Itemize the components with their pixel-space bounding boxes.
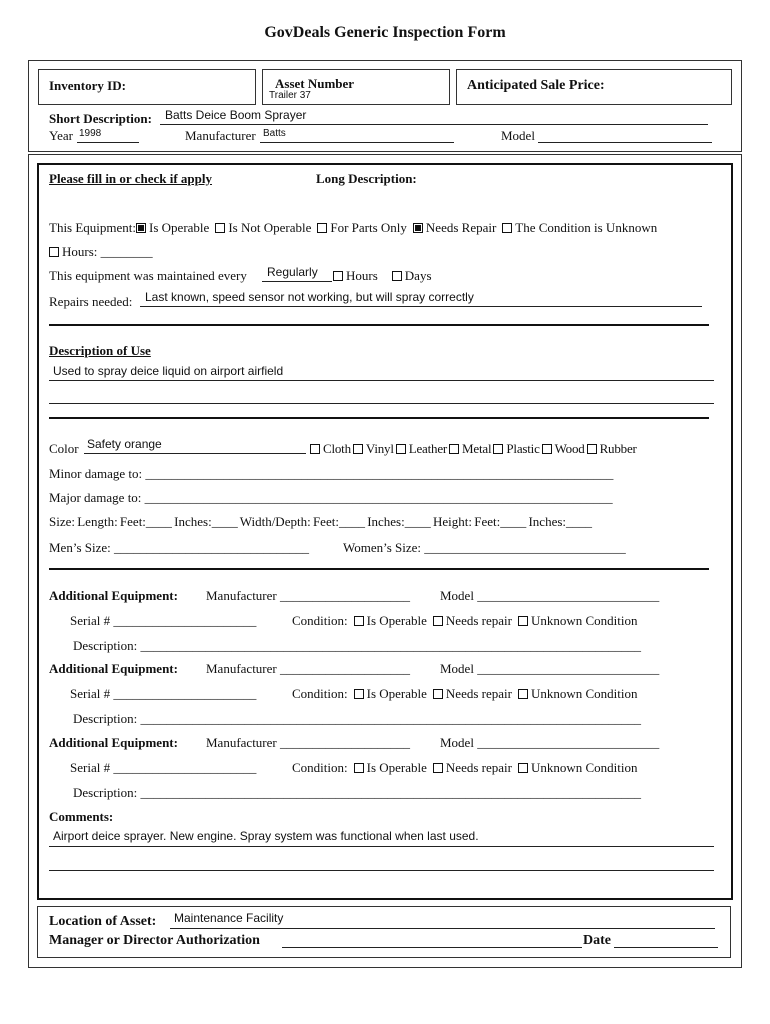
short-description-line: [160, 124, 708, 125]
metal-checkbox[interactable]: [449, 444, 459, 454]
repairs-value[interactable]: Last known, speed sensor not working, but will spray correctly: [145, 290, 474, 304]
manufacturer-label: Manufacturer: [185, 128, 256, 143]
size-field[interactable]: Size: Length: Feet:____ Inches:____ Width/Depth: Feet:____ Inches:____ Height: Feet:____ Inches:____: [49, 514, 593, 529]
maintained-value[interactable]: Regularly: [267, 265, 318, 279]
wood-checkbox[interactable]: [542, 444, 552, 454]
short-description-label: Short Description:: [49, 111, 152, 126]
additional-serial-field[interactable]: Serial # ______________________: [70, 613, 257, 628]
repairs-label: Repairs needed:: [49, 294, 133, 309]
form-title: GovDeals Generic Inspection Form: [264, 24, 506, 41]
additional-description-field[interactable]: Description: _____________________________________________________________________________: [73, 711, 642, 726]
date-line[interactable]: [614, 947, 718, 948]
parts-only-checkbox[interactable]: [317, 223, 327, 233]
rubber-label: Rubber: [599, 441, 637, 456]
manufacturer-value[interactable]: Batts: [263, 128, 286, 139]
long-description-label: Long Description:: [316, 171, 417, 186]
additional-description-field[interactable]: Description: _____________________________________________________________________________: [73, 785, 642, 800]
maintained-days-label: Days: [404, 268, 432, 283]
unknown-condition-checkbox[interactable]: [518, 616, 528, 626]
sale-price-box[interactable]: [456, 69, 732, 105]
hours-checkbox[interactable]: [49, 247, 59, 257]
unknown-condition-label: Unknown Condition: [530, 760, 638, 775]
comments-line-2: [49, 870, 714, 871]
color-line: [84, 453, 306, 454]
additional-model-field[interactable]: Model ____________________________: [440, 735, 660, 750]
plastic-label: Plastic: [506, 441, 540, 456]
cloth-checkbox[interactable]: [310, 444, 320, 454]
mens-size-field[interactable]: Men’s Size: ______________________________: [49, 540, 309, 555]
description-of-use-value[interactable]: Used to spray deice liquid on airport airfield: [53, 364, 284, 378]
hours-row: [49, 244, 153, 260]
is-operable-checkbox[interactable]: [354, 689, 364, 699]
year-value[interactable]: 1998: [79, 128, 102, 139]
authorization-label: Manager or Director Authorization: [49, 933, 260, 948]
comments-label: Comments:: [49, 809, 114, 824]
maintained-days-checkbox[interactable]: [392, 271, 402, 281]
divider: [49, 417, 709, 419]
additional-manufacturer-field[interactable]: Manufacturer ____________________: [206, 735, 410, 750]
needs-repair-label: Needs repair: [445, 613, 512, 628]
wood-label: Wood: [554, 441, 585, 456]
inventory-id-label: Inventory ID:: [49, 78, 126, 93]
condition-unknown-checkbox[interactable]: [502, 223, 512, 233]
additional-model-field[interactable]: Model ____________________________: [440, 661, 660, 676]
divider: [49, 568, 709, 570]
unknown-condition-checkbox[interactable]: [518, 763, 528, 773]
condition-row: [49, 220, 657, 236]
parts-only-label: For Parts Only: [330, 220, 407, 235]
maintained-hours-label: Hours: [346, 268, 378, 283]
description-of-use-label: Description of Use: [49, 343, 151, 358]
asset-number-label: Asset Number: [275, 76, 355, 91]
comments-line-1: [49, 846, 714, 847]
minor-damage-field[interactable]: Minor damage to: ________________________________________________________________________: [49, 466, 614, 481]
condition-label: Condition:: [292, 760, 348, 775]
use-line-2: [49, 403, 714, 404]
condition-label: Condition:: [292, 686, 348, 701]
needs-repair-label: Needs repair: [445, 760, 512, 775]
womens-size-field[interactable]: Women’s Size: _______________________________: [343, 540, 626, 555]
not-operable-checkbox[interactable]: [215, 223, 225, 233]
unknown-condition-label: Unknown Condition: [530, 613, 638, 628]
additional-condition-row: [292, 760, 638, 776]
needs-repair-checkbox[interactable]: [433, 689, 443, 699]
vinyl-checkbox[interactable]: [353, 444, 363, 454]
short-description-value[interactable]: Batts Deice Boom Sprayer: [165, 108, 307, 122]
additional-serial-field[interactable]: Serial # ______________________: [70, 686, 257, 701]
maintained-label: This equipment was maintained every: [49, 268, 247, 283]
leather-label: Leather: [408, 441, 448, 456]
additional-model-field[interactable]: Model ____________________________: [440, 588, 660, 603]
repairs-line: [140, 306, 702, 307]
is-operable-checkbox[interactable]: [354, 763, 364, 773]
use-line-1: [49, 380, 714, 381]
needs-repair-label: Needs Repair: [425, 220, 497, 235]
location-value[interactable]: Maintenance Facility: [174, 911, 284, 925]
maintained-line: [262, 281, 332, 282]
fill-check-label: Please fill in or check if apply: [49, 171, 212, 186]
equipment-label: This Equipment:: [49, 220, 137, 235]
condition-label: Condition:: [292, 613, 348, 628]
material-options: [310, 441, 637, 457]
leather-checkbox[interactable]: [396, 444, 406, 454]
needs-repair-checkbox[interactable]: [413, 223, 423, 233]
additional-condition-row: [292, 613, 638, 629]
cloth-label: Cloth: [323, 441, 351, 456]
needs-repair-label: Needs repair: [445, 686, 512, 701]
comments-value[interactable]: Airport deice sprayer. New engine. Spray system was functional when last used.: [53, 829, 479, 843]
metal-label: Metal: [462, 441, 492, 456]
additional-equipment-label: Additional Equipment:: [49, 735, 178, 750]
is-operable-label: Is Operable: [366, 686, 427, 701]
additional-serial-field[interactable]: Serial # ______________________: [70, 760, 257, 775]
vinyl-label: Vinyl: [365, 441, 394, 456]
additional-equipment-label: Additional Equipment:: [49, 661, 178, 676]
operable-label: Is Operable: [149, 220, 210, 235]
color-label: Color: [49, 441, 79, 456]
year-label: Year: [49, 128, 73, 143]
maintained-options: [333, 268, 432, 284]
authorization-line[interactable]: [282, 947, 582, 948]
additional-manufacturer-field[interactable]: Manufacturer ____________________: [206, 661, 410, 676]
sale-price-label: Anticipated Sale Price:: [467, 78, 605, 93]
additional-description-field[interactable]: Description: _____________________________________________________________________________: [73, 638, 642, 653]
additional-manufacturer-field[interactable]: Manufacturer ____________________: [206, 588, 410, 603]
model-line[interactable]: [538, 142, 712, 143]
color-value[interactable]: Safety orange: [87, 437, 162, 451]
manufacturer-line: [260, 142, 454, 143]
additional-condition-row: [292, 686, 638, 702]
date-label: Date: [583, 933, 611, 948]
is-operable-checkbox[interactable]: [354, 616, 364, 626]
unknown-condition-label: Unknown Condition: [530, 686, 638, 701]
needs-repair-checkbox[interactable]: [433, 763, 443, 773]
inventory-id-box[interactable]: [38, 69, 256, 105]
needs-repair-checkbox[interactable]: [433, 616, 443, 626]
hours-label[interactable]: Hours: ________: [62, 244, 153, 259]
is-operable-label: Is Operable: [366, 613, 427, 628]
divider: [49, 324, 709, 326]
year-line: [77, 142, 139, 143]
maintained-hours-checkbox[interactable]: [333, 271, 343, 281]
major-damage-field[interactable]: Major damage to: ________________________________________________________________________: [49, 490, 613, 505]
asset-number-value[interactable]: Trailer 37: [269, 90, 311, 101]
rubber-checkbox[interactable]: [587, 444, 597, 454]
maintained-row: [49, 268, 247, 284]
model-label: Model: [501, 128, 535, 143]
plastic-checkbox[interactable]: [493, 444, 503, 454]
not-operable-label: Is Not Operable: [228, 220, 312, 235]
operable-checkbox[interactable]: [136, 223, 146, 233]
additional-equipment-label: Additional Equipment:: [49, 588, 178, 603]
unknown-condition-checkbox[interactable]: [518, 689, 528, 699]
condition-unknown-label: The Condition is Unknown: [515, 220, 658, 235]
is-operable-label: Is Operable: [366, 760, 427, 775]
location-line: [170, 928, 715, 929]
asset-number-box[interactable]: [262, 69, 450, 105]
location-label: Location of Asset:: [49, 914, 157, 929]
